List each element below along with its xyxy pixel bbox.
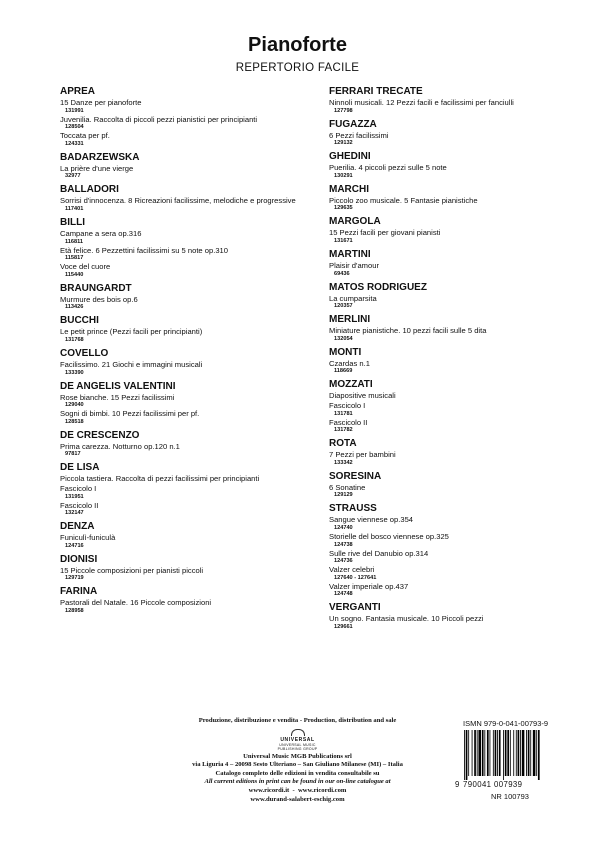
composer-entry bbox=[60, 381, 325, 426]
catalogue-code: 131781 bbox=[334, 410, 353, 417]
composer-name: COVELLO bbox=[60, 347, 109, 359]
catalogue-code: 124740 bbox=[334, 524, 353, 531]
catalogue-code: 32977 bbox=[65, 173, 81, 180]
composer-name: MONTI bbox=[329, 346, 362, 358]
work-title: Funiculì-funiculà bbox=[60, 533, 116, 543]
catalogue-code: 131991 bbox=[65, 107, 84, 114]
left-column bbox=[60, 86, 325, 615]
composer-name: FARINA bbox=[60, 586, 98, 598]
work-title: Fascicolo I bbox=[60, 483, 97, 493]
catalogue-code: 127798 bbox=[334, 107, 353, 114]
work-title: Sangue viennese op.354 bbox=[329, 515, 414, 525]
right-column bbox=[329, 86, 594, 631]
catalogue-code: 132054 bbox=[334, 335, 353, 342]
catalogue-code: 131951 bbox=[65, 493, 84, 500]
catalogue-code: 129129 bbox=[334, 492, 353, 499]
logo-wordmark: UNIVERSAL bbox=[280, 736, 315, 743]
work-title: Piccolo zoo musicale. 5 Fantasie pianistiche bbox=[329, 195, 478, 205]
composer-name: FUGAZZA bbox=[329, 118, 377, 130]
composer-name: DE LISA bbox=[60, 462, 100, 474]
publisher-address: via Liguria 4 – 20098 Sesto Ulteriano – San Giuliano Milanese (MI) – Italia bbox=[192, 761, 403, 769]
catalogue-code: 130291 bbox=[334, 172, 353, 179]
catalogue-code: 129132 bbox=[334, 140, 353, 147]
composer-entry bbox=[329, 184, 594, 213]
catalogue-code: 129719 bbox=[65, 575, 84, 582]
work-title: Plaisir d'amour bbox=[329, 260, 379, 270]
work-title: Miniature pianistiche. 10 pezzi facili sulle 5 dita bbox=[329, 326, 487, 336]
composer-name: APREA bbox=[60, 86, 96, 97]
work-title: La cumparsita bbox=[329, 293, 377, 303]
composer-entry bbox=[60, 217, 325, 279]
catalogue-code: 133390 bbox=[65, 369, 84, 376]
website-link-durand[interactable]: www.durand-salabert-eschig.com bbox=[250, 795, 345, 803]
catalogue-code: 116811 bbox=[65, 238, 84, 245]
barcode-digits bbox=[455, 780, 569, 789]
composer-entry bbox=[329, 602, 594, 631]
composer-name: MOZZATI bbox=[329, 379, 373, 391]
composer-entry bbox=[329, 119, 594, 148]
logo-subtitle-2: PUBLISHING GROUP bbox=[277, 746, 318, 751]
publisher-name: Universal Music MGB Publications srl bbox=[243, 752, 352, 760]
composer-entry bbox=[60, 283, 325, 312]
work-title: 6 Pezzi facilissimi bbox=[329, 130, 389, 140]
work-title: Valzer imperiale op.437 bbox=[329, 581, 409, 591]
work-title: Sogni di bimbi. 10 Pezzi facilissimi per pf. bbox=[60, 409, 200, 419]
work-title: Ninnoli musicali. 12 Pezzi facili e facilissimi per fanciulli bbox=[329, 98, 514, 107]
work-title: 15 Pezzi facili per giovani pianisti bbox=[329, 228, 441, 238]
work-title: Campane a sera op.316 bbox=[60, 228, 142, 238]
work-title: Juvenilia. Raccolta di piccoli pezzi pianistici per principianti bbox=[60, 114, 258, 124]
composer-entry bbox=[60, 521, 325, 550]
catalogue-code: 113426 bbox=[65, 304, 84, 311]
catalogue-code: 132147 bbox=[65, 510, 84, 517]
work-title: Sorrisi d'innocenza. 8 Ricreazioni facilissime, melodiche e progressive bbox=[60, 196, 296, 206]
distribution-line: Produzione, distribuzione e vendita - Production, distribution and sale bbox=[198, 717, 397, 724]
catalogue-code: 115440 bbox=[65, 271, 84, 278]
catalogue-code: 129661 bbox=[334, 623, 353, 630]
composer-name: DIONISI bbox=[60, 553, 98, 565]
work-title: Valzer celebri bbox=[329, 565, 375, 575]
composer-name: VERGANTI bbox=[329, 602, 381, 614]
composer-name: BILLI bbox=[60, 216, 85, 228]
composer-entry bbox=[60, 586, 325, 615]
composer-entry bbox=[60, 462, 325, 517]
publisher-footer: Produzione, distribuzione e vendita - Production, distribution and sale UNIVERSAL UNIVERSAL MUSIC PUBLISHING GROUP Universal Music MGB Publications srl via Liguria 4 – 20098 Sesto Ulteriano – San Giuliano Milanese (MI) – Italia Catalogo completo delle edizioni in vendita consultabile su All current editions in print can be found in our on-line catalogue at www.ricordi.it - www.ricordi.com www.durand-salabert-eschig.com bbox=[160, 717, 435, 804]
composer-entry bbox=[329, 86, 594, 115]
composer-entry bbox=[329, 471, 594, 500]
catalogue-code: 120357 bbox=[334, 303, 353, 310]
work-title: Voce del cuore bbox=[60, 262, 111, 272]
composer-entry bbox=[60, 430, 325, 459]
catalogue-code: 124736 bbox=[334, 558, 353, 565]
catalogue-number: NR 100793 bbox=[491, 792, 529, 801]
catalogue-english: All current editions in print can be found in our on-line catalogue at bbox=[204, 778, 391, 786]
composer-entry bbox=[329, 314, 594, 343]
catalogue-code: 115817 bbox=[65, 255, 84, 262]
page-title: Pianoforte bbox=[248, 34, 347, 56]
work-title: La prière d'une vierge bbox=[60, 163, 134, 173]
composer-entry bbox=[329, 347, 594, 376]
composer-name: DENZA bbox=[60, 521, 95, 533]
catalogue-code: 127640 - 127641 bbox=[334, 574, 377, 581]
work-title: Sulle rive del Danubio op.314 bbox=[329, 548, 429, 558]
composer-name: BUCCHI bbox=[60, 315, 99, 327]
barcode-number: 790041 007939 bbox=[463, 780, 523, 789]
work-title: Le petit prince (Pezzi facili per principianti) bbox=[60, 327, 203, 337]
universal-logo bbox=[268, 729, 328, 751]
composer-name: DE ANGELIS VALENTINI bbox=[60, 380, 176, 392]
composer-name: FERRARI TRECATE bbox=[329, 86, 423, 97]
composer-name: GHEDINI bbox=[329, 151, 371, 163]
logo-subtitle-1: UNIVERSAL MUSIC bbox=[279, 742, 316, 747]
composer-name: BRAUNGARDT bbox=[60, 282, 132, 294]
composer-name: MARCHI bbox=[329, 183, 369, 195]
composer-name: STRAUSS bbox=[329, 503, 377, 515]
composer-entry bbox=[329, 379, 594, 434]
composer-entry bbox=[60, 554, 325, 583]
composer-name: DE CRESCENZO bbox=[60, 429, 140, 441]
work-title: Pastorali del Natale. 16 Piccole composizioni bbox=[60, 598, 212, 608]
catalogue-code: 131782 bbox=[334, 427, 353, 434]
work-title: Puerilia. 4 piccoli pezzi sulle 5 note bbox=[329, 163, 447, 173]
composer-entry bbox=[329, 438, 594, 467]
work-title: 15 Danze per pianoforte bbox=[60, 98, 142, 107]
composer-entry bbox=[60, 152, 325, 181]
work-title: Un sogno. Fantasia musicale. 10 Piccoli pezzi bbox=[329, 614, 484, 624]
composer-entry bbox=[329, 216, 594, 245]
work-title: Murmure des bois op.6 bbox=[60, 294, 138, 304]
work-title: 7 Pezzi per bambini bbox=[329, 450, 396, 460]
ismn-number: ISMN 979-0-041-00793-9 bbox=[463, 719, 549, 728]
catalogue-code: 124331 bbox=[65, 140, 84, 147]
composer-name: BADARZEWSKA bbox=[60, 151, 140, 163]
catalogue-code: 117401 bbox=[65, 205, 84, 212]
work-title: Età felice. 6 Pezzettini facilissimi su 5 note op.310 bbox=[60, 245, 228, 255]
composer-name: MARGOLA bbox=[329, 216, 381, 228]
catalogue-code: 129040 bbox=[65, 402, 84, 409]
composer-entry bbox=[60, 348, 325, 377]
work-title: Fascicolo II bbox=[60, 500, 99, 510]
composer-name: MARTINI bbox=[329, 248, 371, 260]
composer-entry bbox=[329, 503, 594, 598]
composer-entry bbox=[60, 86, 325, 148]
website-link-ricordi-com[interactable]: www.ricordi.com bbox=[298, 786, 347, 794]
work-title: Czardas n.1 bbox=[329, 358, 370, 368]
catalogue-code: 124738 bbox=[334, 541, 353, 548]
globe-icon bbox=[291, 729, 305, 736]
work-title: 6 Sonatine bbox=[329, 482, 366, 492]
catalogue-code: 131671 bbox=[334, 237, 353, 244]
catalogue-code: 128504 bbox=[65, 124, 84, 131]
composer-entry bbox=[329, 249, 594, 278]
catalogue-code: 131768 bbox=[65, 336, 84, 343]
composer-name: ROTA bbox=[329, 438, 357, 450]
catalogue-italian: Catalogo completo delle edizioni in vendita consultabile su bbox=[215, 769, 380, 777]
catalogue-code: 69436 bbox=[334, 270, 350, 277]
catalogue-code: 133342 bbox=[334, 459, 353, 466]
catalogue-code: 124748 bbox=[334, 591, 353, 598]
composer-name: BALLADORI bbox=[60, 184, 119, 196]
composer-name: SORESINA bbox=[329, 470, 382, 482]
work-title: Fascicolo II bbox=[329, 417, 368, 427]
composer-entry bbox=[329, 151, 594, 180]
work-title: Piccola tastiera. Raccolta di pezzi facilissimi per principianti bbox=[60, 474, 260, 484]
composer-entry bbox=[60, 184, 325, 213]
work-title: Facilissimo. 21 Giochi e immagini musicali bbox=[60, 359, 203, 369]
work-title: Fascicolo I bbox=[329, 400, 366, 410]
catalogue-code: 128958 bbox=[65, 607, 84, 614]
work-title: 15 Piccole composizioni per pianisti piccoli bbox=[60, 565, 204, 575]
catalogue-code: 124716 bbox=[65, 542, 84, 549]
catalogue-code: 129635 bbox=[334, 205, 353, 212]
catalogue-code: 97817 bbox=[65, 451, 81, 458]
composer-entry bbox=[329, 282, 594, 311]
work-title: Diapositive musicali bbox=[329, 391, 396, 401]
work-title: Rose bianche. 15 Pezzi facilissimi bbox=[60, 392, 175, 402]
composer-name: MERLINI bbox=[329, 314, 371, 326]
barcode-icon bbox=[463, 730, 569, 780]
website-link-ricordi-it[interactable]: www.ricordi.it bbox=[248, 786, 290, 794]
barcode-first-digit: 9 bbox=[455, 780, 460, 789]
work-title: Storielle del bosco viennese op.325 bbox=[329, 531, 449, 541]
page-subtitle: REPERTORIO FACILE bbox=[235, 62, 360, 74]
work-title: Toccata per pf. bbox=[60, 131, 110, 141]
catalogue-code: 118669 bbox=[334, 368, 353, 375]
composer-name: MATOS RODRIGUEZ bbox=[329, 281, 427, 293]
composer-entry bbox=[60, 315, 325, 344]
catalogue-code: 128518 bbox=[65, 418, 84, 425]
work-title: Prima carezza. Notturno op.120 n.1 bbox=[60, 441, 180, 451]
